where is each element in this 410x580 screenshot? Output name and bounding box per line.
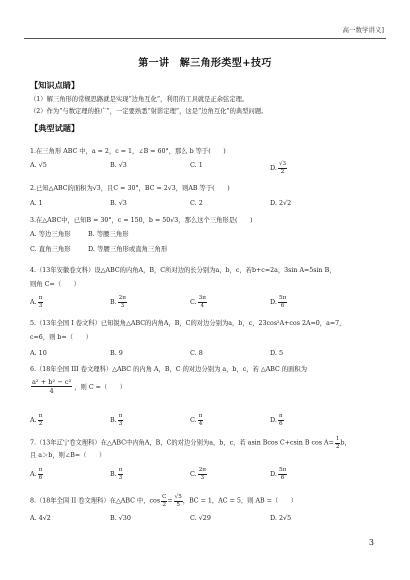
header-rule: [24, 38, 386, 39]
fraction-numerator: π: [118, 467, 123, 473]
q2-option-c[interactable]: [190, 199, 203, 207]
option-label: A.: [30, 514, 37, 522]
q8-option-d[interactable]: [270, 514, 291, 522]
question-6-stem-line-1: 6.（18年全国 III 卷文理科）△ABC 的内角 A，B，C 的对边分别为 a，b，c，若 △ABC 的面积为: [30, 366, 308, 373]
fraction-numerator: π: [278, 413, 283, 419]
fraction-numerator: 5π: [278, 467, 287, 473]
option-label: D.: [88, 244, 95, 253]
question-5-stem-line-1: 5.（13年全国 I 卷文科）已知锐角△ABC的内角A，B，C的对边分别为a，b，c，23cos²A+cos 2A=0，a=7，: [30, 320, 346, 327]
q1-option-c[interactable]: [190, 161, 203, 169]
option-label: D.: [270, 164, 277, 172]
q6-option-d[interactable]: [270, 413, 284, 427]
fraction-numerator: π: [38, 467, 43, 473]
option-fraction: [278, 295, 287, 309]
option-fraction: [198, 295, 207, 309]
question-3-stem: 3.在△ABC中，已知B = 30°，c = 150，b = 50√3，那么这个三角形是( ): [30, 217, 253, 224]
question-1-stem: 1.在三角形 ABC 中，a = 2，c = 1，∠B = 60°，那么 b 等于( ): [30, 148, 226, 155]
option-fraction: [38, 295, 44, 309]
q1-option-d[interactable]: [270, 161, 287, 175]
page-title: 第一讲 解三角形类型+技巧: [138, 58, 272, 69]
knowledge-point-1: （1）解三角形的常规思路就是实现“边角互化”，利用的工具就是正余弦定理。: [30, 96, 249, 103]
option-value: √5: [38, 161, 47, 169]
q5-option-a[interactable]: [30, 349, 47, 357]
option-label: C.: [190, 199, 197, 207]
option-fraction: [278, 161, 287, 175]
fraction-denominator: 3: [38, 302, 43, 309]
option-fraction: [118, 467, 124, 481]
option-label: A.: [30, 161, 37, 169]
question-7-stem-text: 7.（13年辽宁卷文理科）在△ABC中内角A，B，C的对边分别为a，b，c，若 asin Bcos C+csin B cos A=: [30, 439, 334, 447]
typical-heading: 【典型试题】: [30, 123, 80, 133]
fraction-numerator: 2π: [118, 295, 126, 301]
question-8-stem-tail: ，BC = 1，AC = 5，则 AB =（ ）: [182, 497, 298, 505]
option-value: 1: [38, 199, 43, 207]
question-6-stem-tail: ，则 C =（ ）: [74, 384, 127, 391]
q6-option-c[interactable]: [190, 413, 203, 427]
question-1-options: [30, 161, 380, 179]
question-6-area-expression: [30, 378, 126, 395]
fraction-denominator: 3: [118, 420, 123, 427]
question-2-options: [30, 199, 380, 217]
header-tag: 高一数学讲义]: [342, 26, 384, 34]
fraction-denominator: 6: [38, 474, 43, 481]
option-value: 等腰三角形或直角三角形: [96, 245, 168, 253]
q6-option-b[interactable]: [110, 413, 123, 427]
question-7-stem-line-1: [30, 436, 380, 450]
option-label: A.: [30, 470, 37, 478]
fraction-numerator: √3: [278, 161, 287, 167]
option-value: 2√5: [278, 514, 292, 522]
option-label: A.: [30, 199, 37, 207]
question-4-options: [30, 295, 380, 313]
question-8-stem: [30, 494, 380, 508]
option-fraction: [278, 467, 287, 481]
option-label: B.: [110, 349, 117, 357]
option-label: C.: [190, 349, 197, 357]
page-number: 3: [368, 538, 374, 547]
q7-option-a[interactable]: [30, 467, 43, 481]
option-value: 等腰三角形: [96, 230, 129, 238]
q3-option-c[interactable]: [30, 244, 71, 253]
option-label: A.: [30, 298, 37, 306]
q1-option-a[interactable]: [30, 161, 47, 169]
option-value: 10: [38, 349, 47, 357]
option-label: B.: [110, 416, 117, 424]
option-label: D.: [270, 349, 277, 357]
fraction-denominator: 6: [280, 474, 285, 481]
knowledge-point-2: （2）作为“与数定理的推广”，一定要熟悉“射影定理”，这是“边角互化”的典型问题。: [30, 108, 268, 115]
option-label: B.: [110, 298, 117, 306]
option-label: C.: [30, 244, 37, 253]
value-fraction: [174, 494, 183, 508]
fraction-numerator: a² + b² − c²: [32, 378, 72, 386]
q8-option-a[interactable]: [30, 514, 51, 522]
option-value: 9: [118, 349, 123, 357]
fraction-numerator: 5π: [278, 295, 287, 301]
q8-option-c[interactable]: [190, 514, 211, 522]
option-label: C.: [190, 514, 197, 522]
option-value: √30: [118, 514, 131, 522]
q3-option-b[interactable]: [88, 229, 129, 238]
q4-option-b[interactable]: [110, 295, 127, 309]
fraction-denominator: 2: [38, 420, 43, 427]
fraction-denominator: 5: [176, 501, 180, 508]
option-label: C.: [190, 470, 197, 478]
option-value: 5: [278, 349, 284, 357]
option-value: √29: [198, 514, 211, 522]
option-label: A.: [30, 416, 37, 424]
q2-option-d[interactable]: [270, 199, 291, 207]
option-label: B.: [88, 229, 95, 238]
question-7-stem-tail: b，: [340, 439, 351, 447]
option-label: C.: [190, 161, 197, 169]
fraction-numerator: π: [118, 413, 123, 419]
option-fraction: [118, 295, 127, 309]
option-label: B.: [110, 199, 117, 207]
option-label: A.: [30, 349, 37, 357]
q3-option-a[interactable]: [30, 229, 71, 238]
fraction-denominator: 3: [200, 474, 205, 481]
question-4-stem-line-2: 则角 C=（ ）: [30, 281, 80, 288]
fraction-numerator: π: [38, 413, 43, 419]
option-fraction: [118, 413, 124, 427]
question-2-stem: 2.已知△ABC的面积为√3，且C = 30°，BC = 2√3，则AB 等于( ): [30, 185, 230, 192]
option-fraction: [198, 413, 204, 427]
fraction-numerator: 1: [335, 436, 340, 442]
q7-option-d[interactable]: [270, 467, 287, 481]
question-5-stem-line-2: c=6，则 b=（ ）: [30, 334, 92, 341]
option-value: 等边三角形: [38, 230, 71, 238]
option-label: C.: [190, 416, 197, 424]
question-8-stem-text: 8.（18年全国 II 卷文理科）在△ABC 中，cos: [30, 497, 161, 505]
option-value: √3: [118, 161, 127, 169]
fraction-denominator: 3: [118, 474, 123, 481]
option-label: B.: [110, 514, 117, 522]
fraction-denominator: 4: [200, 302, 205, 309]
q2-option-a[interactable]: [30, 199, 43, 207]
question-6-options: [30, 413, 380, 431]
q4-option-a[interactable]: [30, 295, 43, 309]
q4-option-d[interactable]: [270, 295, 287, 309]
option-value: 2: [198, 199, 203, 207]
q2-option-b[interactable]: [110, 199, 127, 207]
option-label: A.: [30, 229, 37, 238]
option-fraction: [38, 413, 44, 427]
q3-option-d[interactable]: [88, 244, 167, 253]
option-label: D.: [270, 298, 277, 306]
q4-option-c[interactable]: [190, 295, 207, 309]
option-label: D.: [270, 470, 277, 478]
fraction-denominator: 6: [280, 302, 285, 309]
option-value: 4√2: [38, 514, 51, 522]
q8-option-b[interactable]: [110, 514, 131, 522]
option-label: C.: [190, 298, 197, 306]
option-label: D.: [270, 416, 277, 424]
knowledge-heading: 【知识点睛】: [30, 80, 80, 90]
fraction-denominator: 6: [279, 420, 283, 427]
question-7-stem-line-2: 且 a＞b，则∠B=（ ）: [30, 452, 106, 459]
option-label: B.: [110, 470, 117, 478]
question-4-stem-line-1: 4.（13年安徽卷文科）设△ABC的内角A，B，C所对边的长分别为a，b，c，若b+c=2a，3sin A=5sin B，: [30, 267, 336, 274]
fraction-numerator: 3π: [198, 295, 206, 301]
equals-sign: =: [167, 497, 173, 505]
option-fraction: [38, 467, 44, 481]
fraction-numerator: √5: [174, 494, 182, 500]
option-value: √3: [118, 199, 127, 207]
fraction-denominator: 4: [198, 420, 203, 427]
fraction-denominator: 2: [335, 443, 340, 450]
q7-option-b[interactable]: [110, 467, 123, 481]
question-8-options: [30, 514, 380, 532]
option-value: 2√2: [278, 199, 292, 207]
q6-option-a[interactable]: [30, 413, 43, 427]
fraction-numerator: C: [162, 494, 167, 500]
fraction-denominator: 4: [49, 387, 54, 395]
fraction-numerator: π: [198, 413, 203, 419]
fraction-numerator: π: [38, 295, 43, 301]
q5-option-c[interactable]: [190, 349, 203, 357]
fraction-denominator: 2: [280, 168, 285, 175]
q1-option-b[interactable]: [110, 161, 127, 169]
option-label: B.: [110, 161, 117, 169]
option-label: D.: [270, 514, 277, 522]
question-3-options-row-2: [30, 244, 380, 262]
option-fraction: [278, 413, 284, 427]
option-value: 1: [198, 161, 203, 169]
fraction-denominator: 2: [162, 501, 166, 508]
q7-option-c[interactable]: [190, 467, 207, 481]
question-7-options: [30, 467, 380, 485]
fraction-denominator: 3: [120, 302, 125, 309]
option-label: D.: [270, 199, 277, 207]
option-value: 直角三角形: [38, 245, 71, 253]
area-fraction: [31, 378, 72, 395]
q5-option-b[interactable]: [110, 349, 123, 357]
option-fraction: [198, 467, 207, 481]
option-value: 8: [198, 349, 203, 357]
fraction-numerator: 2π: [198, 467, 206, 473]
q5-option-d[interactable]: [270, 349, 283, 357]
